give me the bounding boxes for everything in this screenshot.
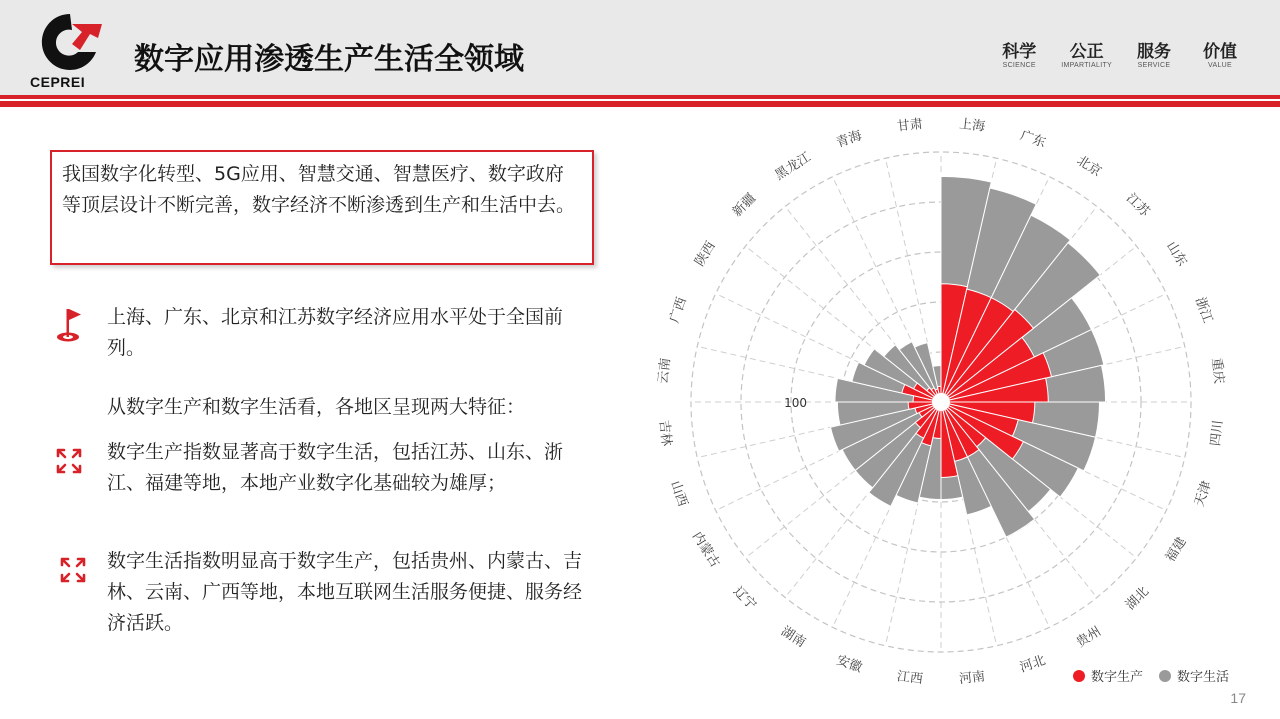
category-label: 重庆 — [1208, 357, 1227, 385]
page-number: 17 — [1230, 690, 1246, 706]
category-label: 湖北 — [1123, 584, 1153, 614]
category-label: 河北 — [1018, 653, 1048, 676]
chart-legend — [1073, 666, 1229, 685]
category-label: 辽宁 — [729, 584, 759, 614]
value-label-en: IMPARTIALITY — [1061, 62, 1112, 69]
value-label-cn: 公正 — [1069, 42, 1104, 62]
point-two-features: 从数字生产和数字生活看，各地区呈现两大特征： — [107, 396, 526, 418]
legend-item-production — [1073, 666, 1143, 685]
category-label: 青海 — [834, 128, 864, 151]
legend-label: 数字生产 — [1091, 670, 1144, 685]
category-label: 福建 — [1163, 534, 1190, 565]
value-label-cn: 科学 — [1002, 42, 1037, 62]
point-leading-regions: 上海、广东、北京和江苏数字经济应用水平处于全国前列。 — [107, 306, 564, 359]
category-label: 浙江 — [1192, 295, 1215, 325]
category-label: 贵州 — [1073, 624, 1104, 651]
category-label: 安徽 — [834, 653, 864, 676]
category-label: 天津 — [1192, 479, 1215, 509]
category-label: 北京 — [1073, 153, 1104, 180]
legend-swatch-production — [1073, 670, 1085, 682]
value-label-en: VALUE — [1208, 62, 1232, 69]
category-label: 黑龙江 — [772, 149, 814, 184]
category-label: 吉林 — [655, 419, 674, 447]
legend-label: 数字生活 — [1177, 670, 1230, 685]
value-label-en: SERVICE — [1137, 62, 1171, 69]
category-label: 广东 — [1018, 128, 1048, 151]
chart-center — [932, 393, 950, 411]
category-label: 山东 — [1163, 239, 1190, 270]
legend-swatch-life — [1159, 670, 1171, 682]
intro-box: 我国数字化转型、5G应用、智慧交通、智慧医疗、数字政府等顶层设计不断完善，数字经济不断渗透到生产和生活中去。 — [50, 150, 594, 265]
category-label: 四川 — [1208, 419, 1227, 447]
value-label-en: SCIENCE — [1002, 62, 1036, 69]
radial-tick-label: 100 — [784, 396, 807, 410]
category-label: 陕西 — [692, 239, 719, 270]
category-label: 甘肃 — [896, 116, 924, 135]
category-label: 江西 — [896, 669, 924, 688]
category-label: 新疆 — [729, 190, 759, 220]
category-label: 内蒙古 — [688, 529, 723, 571]
page-title: 数字应用渗透生产生活全领域 — [134, 42, 524, 77]
point-production-higher: 数字生产指数显著高于数字生活，包括江苏、山东、浙江、福建等地，本地产业数字化基础较为雄厚； — [107, 441, 564, 494]
category-label: 湖南 — [778, 624, 809, 651]
category-label: 广西 — [667, 295, 690, 325]
category-label: 江苏 — [1123, 190, 1153, 220]
category-label: 云南 — [655, 357, 674, 385]
category-label: 河南 — [958, 669, 986, 688]
legend-item-life — [1159, 666, 1229, 685]
logo-wordmark: CEPREI — [30, 74, 86, 90]
category-label: 上海 — [958, 116, 986, 135]
category-label: 山西 — [667, 479, 690, 509]
value-label-cn: 价值 — [1203, 42, 1237, 62]
value-label-cn: 服务 — [1137, 42, 1171, 62]
point-life-higher: 数字生活指数明显高于数字生产，包括贵州、内蒙古、吉林、云南、广西等地，本地互联网生活服务便捷、服务经济活跃。 — [107, 550, 583, 634]
